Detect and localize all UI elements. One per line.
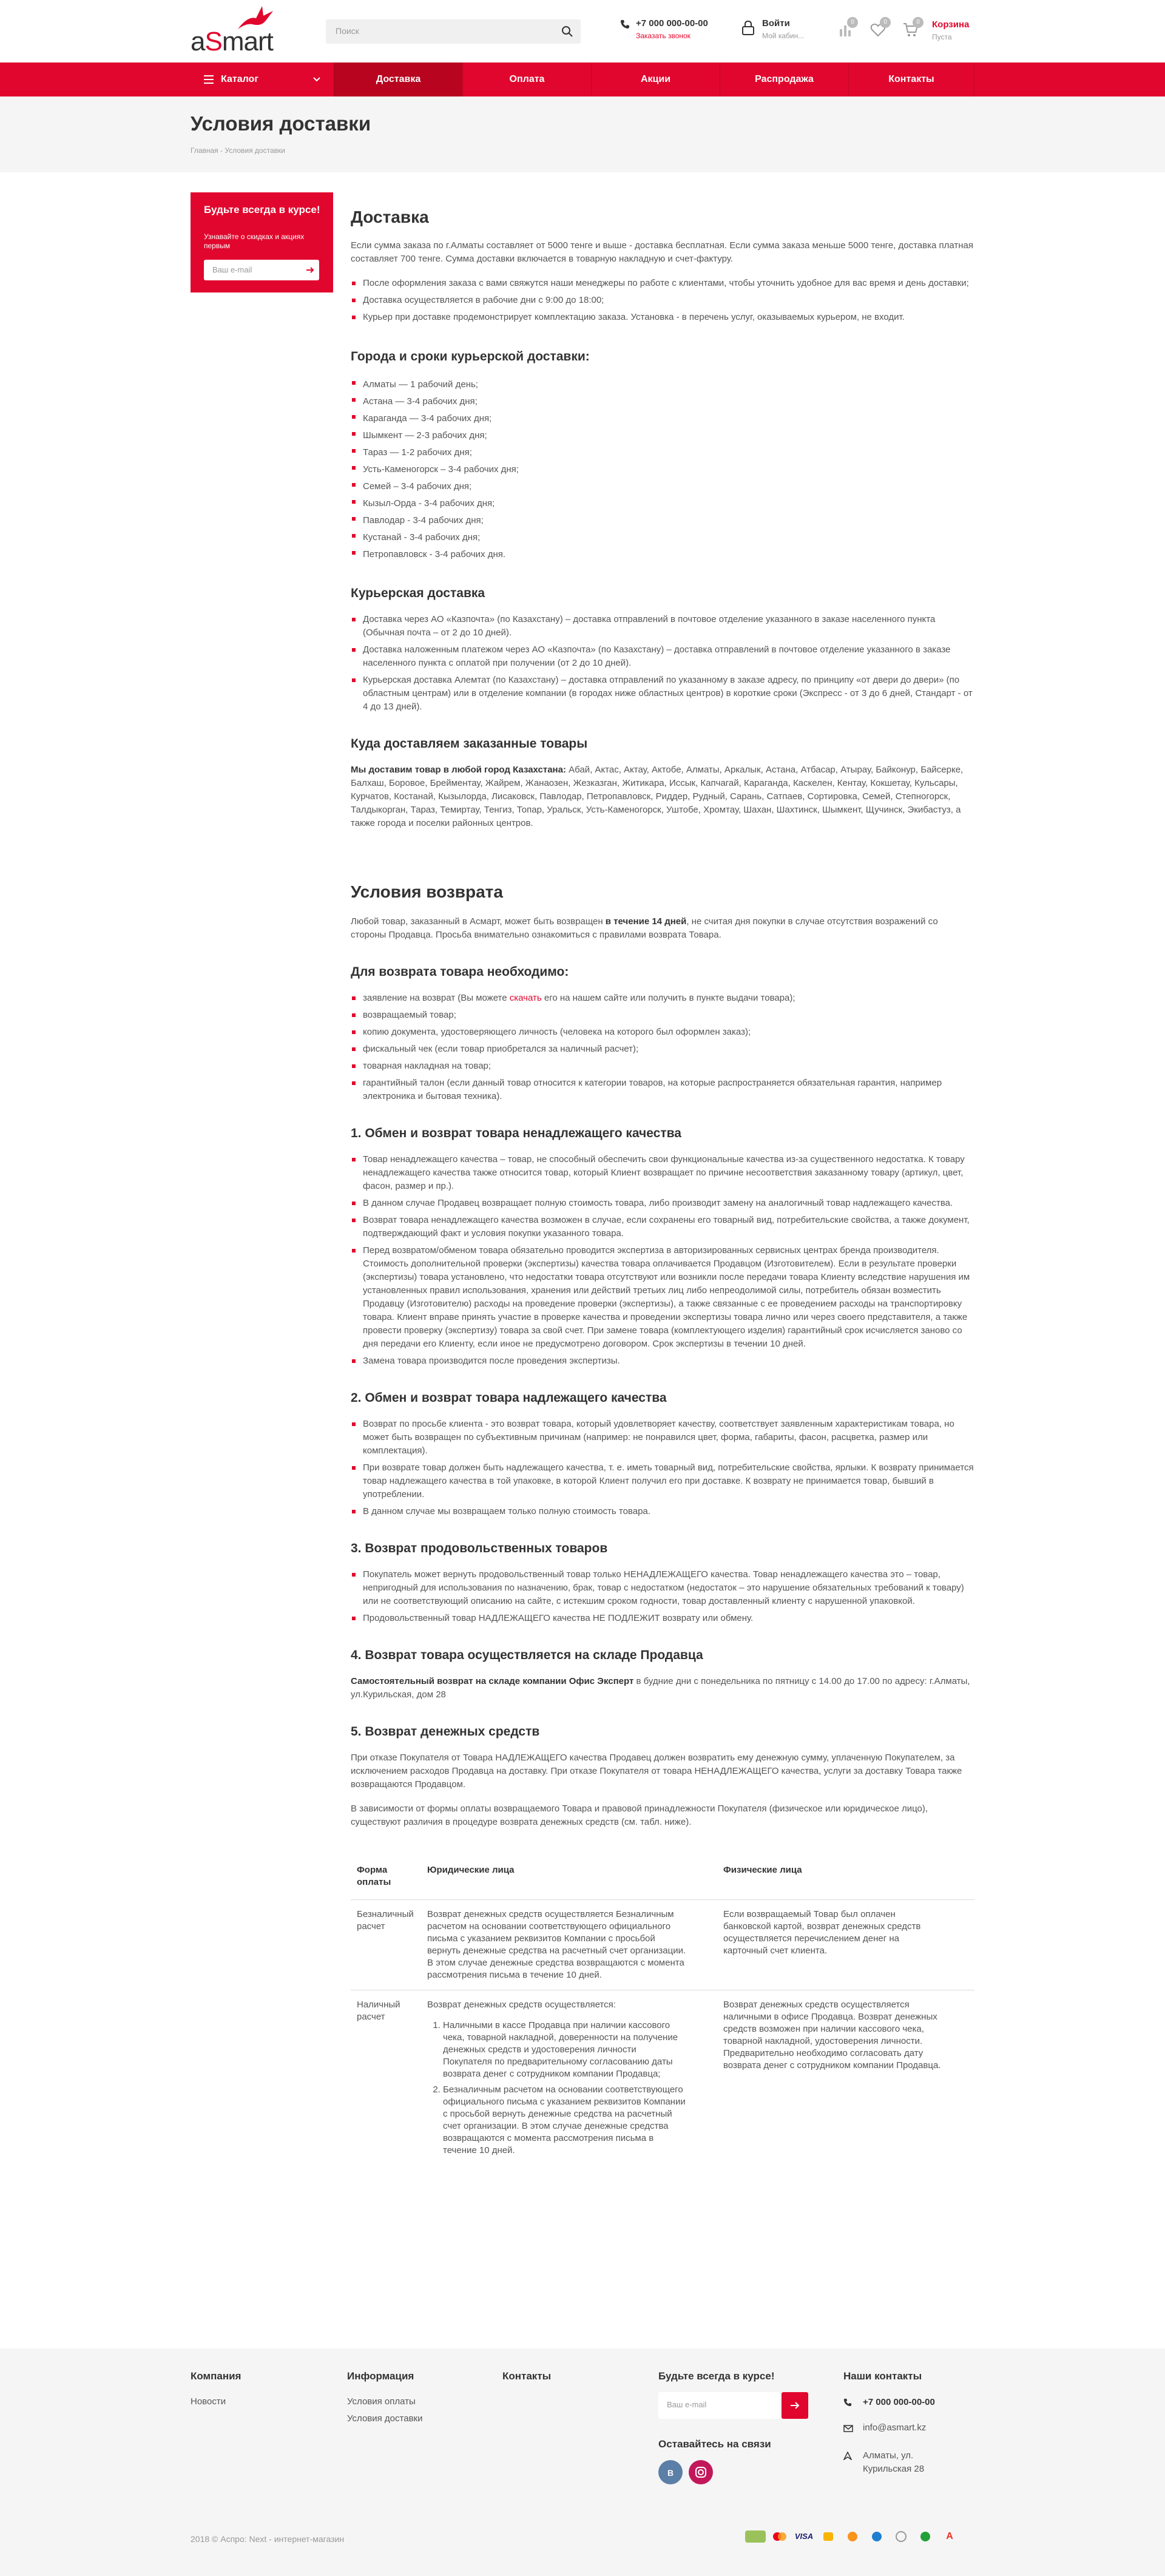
- list-item: товарная накладная на товар;: [351, 1060, 974, 1073]
- footer-email-input[interactable]: Ваш e-mail: [658, 2392, 780, 2419]
- search-placeholder: Поиск: [336, 26, 359, 36]
- compare-count: 0: [847, 17, 858, 28]
- where-text: Мы доставим товар в любой город Казахстана: Абай, Актас, Актау, Актобе, Алматы, Аркалык, Астана, Атбасар, Атырау, Байконур, Байсерке, Балхаш, Боровое, Брейментау, Жайрем, Жанаозен, Жезказган, Житикара, Иссык, Капчагай, Караганда, Каскелен, Кентау, Кокшетау, Кульсары, Курчатов, Костанай, Кызылорда, Лисаковск, Павлодар, Петропавловск, Риддер, Рудный, Сарань, Сатпаев, Сортировка, Семей, Степногорск, Талдыкорган, Тараз, Темиртау, Тенгиз, Топар, Уральск, Усть-Каменогорск, Уштобе, Хромтау, Шахан, Шахтинск, Шымкент, Щучинск, Экибастуз, а также города и поселки районных центров.: [351, 765, 964, 828]
- cart-button[interactable]: [903, 19, 920, 38]
- webmoney-icon: [866, 2530, 887, 2543]
- list-item: В данном случае мы возвращаем только полную стоимость товара.: [351, 1505, 974, 1518]
- list-item: В данном случае Продавец возвращает полную стоимость товара, либо производит замену на аналогичный товар надлежащего качества.: [351, 1197, 974, 1210]
- sberbank-icon: [891, 2530, 911, 2543]
- list-item: Кустанай - 3-4 рабочих дня;: [351, 529, 974, 546]
- subscribe-email-input[interactable]: Ваш e-mail: [204, 260, 319, 280]
- list-item: гарантийный талон (если данный товар относится к категории товаров, на которые распространяется обязательная гарантия, например электроника и бытовая техника).: [351, 1077, 974, 1103]
- search-input[interactable]: [326, 19, 581, 44]
- table-cell: Если возвращаемый Товар был оплачен банковской картой, возврат денежных средств осуществляется перечислением денег на карточный счет клиента.: [717, 1900, 974, 1990]
- table-header: Физические лица: [723, 1865, 802, 1875]
- list-item: Караганда — 3-4 рабочих дня;: [351, 410, 974, 427]
- footer-info: Информация Условия оплаты Условия доставки: [347, 2370, 422, 2427]
- list-item: Кызыл-Орда - 3-4 рабочих дня;: [351, 495, 974, 512]
- section-4-text: Самостоятельный возврат на складе компании Офис Эксперт в будние дни с понедельника по пятницу с 14.00 до 17.00 по адресу: г.Алматы, ул.Курильская, дом 28: [351, 1676, 970, 1700]
- search-icon[interactable]: [561, 25, 573, 38]
- section-5-p1: При отказе Покупателя от Товара НАДЛЕЖАЩЕГО качества Продавец должен возвратить ему денежную сумму, уплаченную Покупателем, за исключением расходов Продавца на доставку. При отказе Покупателя от товара НЕНАДЛЕЖАЩЕГО качества, услуги за доставку Товара также возвращаются Продавцом.: [351, 1753, 962, 1790]
- footer-subscribe: Будьте всегда в курсе!: [658, 2370, 775, 2382]
- green-bank-icon: [915, 2530, 936, 2543]
- breadcrumb: Главная - Условия доставки: [191, 146, 285, 155]
- nav-item-contacts[interactable]: Контакты: [848, 63, 974, 96]
- list-item: Алматы — 1 рабочий день;: [351, 376, 974, 393]
- need-list: [351, 992, 974, 1103]
- footer-link[interactable]: Условия оплаты: [347, 2396, 416, 2407]
- section-5-p2: В зависимости от формы оплаты возвращаемого Товара и правовой принадлежности Покупателя (физическое или юридическое лицо), существуют различия в процедуре возврата денежных средств (см. табл. ниже).: [351, 1804, 928, 1827]
- footer: [0, 2348, 1165, 2576]
- cart-count: 0: [913, 17, 924, 28]
- table-cell: Возврат денежных средств осуществляется Безналичным расчетом на основании соответствующего официального письма с указанием реквизитов Компании с просьбой вернуть денежные средства на расчетный счет организации. В этом случае денежные средства возвращаются с момента рассмотрения письма в течение 10 дней.: [421, 1900, 717, 1990]
- table-cell: Безналичный расчет: [351, 1900, 421, 1990]
- list-item: Возврат товара ненадлежащего качества возможен в случае, если сохранены его товарный вид, потребительские свойства, а также документ, подтверждающий факт и условия покупки указанного товара.: [351, 1214, 974, 1240]
- list-item: Доставка через АО «Казпочта» (по Казахстану) – доставка отправлений в почтовое отделение указанного в заказе населенного пункта (Обычная почта – от 2 до 10 дней).: [351, 613, 974, 640]
- arrow-right-icon[interactable]: [306, 266, 314, 274]
- where-heading: Куда доставляем заказанные товары: [351, 737, 588, 751]
- footer-link-active[interactable]: Условия доставки: [347, 2413, 423, 2424]
- section-5-heading: 5. Возврат денежных средств: [351, 1725, 540, 1739]
- menu-icon: [204, 75, 214, 84]
- instagram-icon[interactable]: [689, 2460, 713, 2484]
- footer-our-contacts: Наши контакты: [843, 2370, 922, 2382]
- list-item: Перед возвратом/обменом товара обязательно проводится экспертиза в авторизированных сервисных центрах бренда производителя. Стоимость дополнительной проверки (экспертизы) качества товара оплачивается Продавцом (Изготовителем). Если в результате проверки (экспертизы) товара установлено, что недостатки товара отсутствуют или возникли после передачи товара Клиенту вследствие нарушения им установленных правил использования, хранения или действий третьих лиц либо непреодолимой силы, потребитель обязан возместить Продавцу (Изготовителю) расходы на проведение проверки (экспертизы), а также связанные с ее проведением расходы на транспортировку товара. Клиент вправе принять участие в проверке качества и проведении экспертизы товара лично или через своего представителя, а также провести проверку (экспертизу) товара за свой счет. При замене товара (комплектующего изделия) гарантийный срок исчисляется заново со дня передачи его Клиенту, если иное не предусмотрено договором. Срок экспертизы в течении 10 дней.: [351, 1244, 974, 1351]
- download-link[interactable]: скачать: [509, 993, 542, 1003]
- copyright: 2018 © Аспро: Next - интернет-магазин: [191, 2534, 345, 2544]
- list-item: Покупатель может вернуть продовольственный товар только НЕНАДЛЕЖАЩЕГО качества. Товар ненадлежащего качества это – товар, непригодный для использования по назначению, брак, товар с недостатком (недостаток – это нарушение обязательных требований к товару) или не соответствующий описанию на сайте, с истекшим сроком годности, товар доставленный клиенту с нарушенной упаковкой.: [351, 1568, 974, 1608]
- mail-icon: [843, 2425, 853, 2432]
- list-item: Доставка осуществляется в рабочие дни с 9:00 до 18:00;: [351, 294, 974, 307]
- callback-link[interactable]: Заказать звонок: [636, 32, 691, 40]
- cash-payment-icon: [745, 2530, 766, 2543]
- phone-number[interactable]: +7 000 000-00-00: [636, 18, 708, 29]
- section-3-list: [351, 1568, 974, 1625]
- list-item: При возврате товар должен быть надлежащего качества, т. е. иметь товарный вид, потребительские свойства, ярлыки. К возврату принимается товар надлежащего качества в той упаковке, в которой Клиент получил его при доставке. К возврату не принимается товар, бывший в употреблении.: [351, 1461, 974, 1501]
- qiwi-icon: [842, 2530, 863, 2543]
- page-header: [0, 96, 1165, 172]
- page-title: Условия доставки: [191, 112, 371, 135]
- main-nav: [0, 63, 1165, 96]
- footer-contacts: Контакты: [502, 2370, 552, 2382]
- section-2-list: [351, 1418, 974, 1518]
- list-item: заявление на возврат (Вы можете скачать его на нашем сайте или получить в пункте выдачи товара);: [351, 992, 974, 1005]
- list-item: 2. Безналичным расчетом на основании соответствующего официального письма с указанием реквизитов Компании с просьбой вернуть денежные средства на расчетный счет организации. В этом случае денежные средства возвращаются с момента рассмотрения письма в течение 10 дней.: [443, 2084, 687, 2157]
- returns-intro: Любой товар, заказанный в Асмарт, может быть возвращен в течение 14 дней, не считая дня покупки в случае отсутствия возражений со стороны Продавца. Просьба внимательно ознакомиться с правилами возврата Товара.: [351, 916, 938, 940]
- list-item: Петропавловск - 3-4 рабочих дня.: [351, 546, 974, 563]
- favorites-button[interactable]: [870, 19, 887, 38]
- subscribe-box: [191, 192, 333, 292]
- phone-icon: [620, 19, 630, 29]
- phone-icon: [843, 2398, 852, 2407]
- subscribe-text: Узнавайте о скидках и акциях первым: [204, 232, 305, 250]
- nav-item-payment[interactable]: Оплата: [462, 63, 591, 96]
- nav-item-sale[interactable]: Распродажа: [720, 63, 848, 96]
- location-icon: [843, 2452, 852, 2460]
- list-item: Товар ненадлежащего качества – товар, не способный обеспечить свои функциональные качества из-за существенного недостатка. К товару ненадлежащего качества также относится товар, который Клиент возвращает по причине несоответствия заказанному товару (артикул, цвет, фасон, размер и пр.).: [351, 1153, 974, 1193]
- section-2-heading: 2. Обмен и возврат товара надлежащего качества: [351, 1391, 667, 1405]
- returns-heading: Условия возврата: [351, 882, 503, 901]
- nav-catalog[interactable]: [191, 63, 334, 96]
- breadcrumb-current: Условия доставки: [225, 146, 285, 155]
- list-item: После оформления заказа с вами свяжутся наши менеджеры по работе с клиентами, чтобы уточнить удобное для вас время и день доставки;: [351, 277, 974, 290]
- subscribe-title: Будьте всегда в курсе!: [204, 204, 320, 215]
- list-item: Усть-Каменогорск – 3-4 рабочих дня;: [351, 461, 974, 478]
- list-item: Семей – 3-4 рабочих дня;: [351, 478, 974, 495]
- list-item: Курьер при доставке продемонстрирует комплектацию заказа. Установка - в перечень услуг, оказываемых курьером, не входит.: [351, 311, 974, 324]
- mastercard-icon: [769, 2530, 790, 2543]
- list-item: 1. Наличными в кассе Продавца при наличии кассового чека, товарной накладной, доверенности на получение денежных средств и удостоверения личности Покупателя по предварительному согласованию даты возврата денег с сотрудником компании Продавца;: [443, 2020, 687, 2080]
- list-item: Астана — 3-4 рабочих дня;: [351, 393, 974, 410]
- nav-item-promotions[interactable]: Акции: [591, 63, 720, 96]
- cities-list: [351, 376, 974, 563]
- list-item: возвращаемый товар;: [351, 1009, 974, 1022]
- table-header: Форма оплаты: [357, 1865, 391, 1887]
- list-item: Замена товара производится после проведения экспертизы.: [351, 1354, 974, 1368]
- table-header-row: [351, 1853, 974, 1900]
- list-item: Шымкент — 2-3 рабочих дня;: [351, 427, 974, 444]
- need-heading: Для возврата товара необходимо:: [351, 965, 569, 979]
- table-cell: Возврат денежных средств осуществляется наличными в офисе Продавца. Возврат денежных средств возможен при наличии кассового чека, товарной накладной, удостоверения личности. Предварительно необходимо согласовать дату возврата денег с сотрудником компании Продавца.: [717, 1990, 974, 2166]
- login-link[interactable]: Войти: [762, 18, 790, 29]
- list-item: копию документа, удостоверяющего личность (человека на которого был оформлен заказ);: [351, 1026, 974, 1039]
- vk-icon[interactable]: [658, 2460, 683, 2484]
- footer-subscribe-button[interactable]: [782, 2392, 808, 2419]
- compare-button[interactable]: [837, 19, 854, 38]
- lock-icon: [741, 21, 755, 35]
- cabinet-link[interactable]: Мой кабин...: [762, 32, 805, 40]
- list-item: Доставка наложенным платежом через АО «Казпочта» (по Казахстану) – доставка отправлений в почтовое отделение указанного в заказе населенного пункта с оплатой при получении (от 2 до 10 дней).: [351, 643, 974, 670]
- cart-status: Пуста: [932, 33, 952, 41]
- table-cell: Наличный расчет: [351, 1990, 421, 2166]
- list-item: Продовольственный товар НАДЛЕЖАЩЕГО качества НЕ ПОДЛЕЖИТ возврату или обмену.: [351, 1612, 974, 1625]
- section-4-heading: 4. Возврат товара осуществляется на складе Продавца: [351, 1648, 703, 1662]
- main-content: [351, 206, 974, 2165]
- chevron-down-icon: [313, 77, 320, 82]
- delivery-intro: Если сумма заказа по г.Алматы составляет от 5000 тенге и выше - доставка бесплатная. Если сумма заказа меньше 5000 тенге, доставка платная составляет 700 тенге. Сумма доставки включается в товарную накладную и счет-фактуру.: [351, 240, 974, 264]
- logo[interactable]: aSmart: [191, 8, 288, 57]
- table-header: Юридические лица: [427, 1865, 515, 1875]
- list-item: Павлодар - 3-4 рабочих дня;: [351, 512, 974, 529]
- table-row: [351, 1900, 974, 1990]
- section-1-list: [351, 1153, 974, 1368]
- courier-heading: Курьерская доставка: [351, 586, 485, 600]
- list-item: Возврат по просьбе клиента - это возврат товара, который удовлетворяет качеству, соответствует заявленным характеристикам товара, но может быть возвращен по субъективным причинам (например: не понравился цвет, форма, габариты, фасон, расцветка, размер или комплектация).: [351, 1418, 974, 1458]
- breadcrumb-home[interactable]: Главная: [191, 146, 218, 155]
- nav-item-delivery[interactable]: Доставка: [334, 63, 462, 96]
- alfa-bank-icon: A: [946, 2531, 953, 2541]
- courier-list: [351, 613, 974, 714]
- cities-heading: Города и сроки курьерской доставки:: [351, 350, 590, 363]
- refund-table: [351, 1853, 974, 2165]
- delivery-heading: Доставка: [351, 208, 429, 226]
- header: [0, 0, 1165, 63]
- footer-phone[interactable]: +7 000 000-00-00: [863, 2397, 935, 2407]
- list-item: фискальный чек (если товар приобретался за наличный расчет);: [351, 1043, 974, 1056]
- table-cell: Возврат денежных средств осуществляется: 1. Наличными в кассе Продавца при наличии кассового чека, товарной накладной, доверенности на получение денежных средств и удостоверения личности Покупателя по предварительному согласованию даты возврата денег с сотрудником компании Продавца; 2. Безналичным расчетом на основании соответствующего официального письма с указанием реквизитов Компании с просьбой вернуть денежные средства на расчетный счет организации. В этом случае денежные средства возвращаются с момента рассмотрения письма в течение 10 дней.: [421, 1990, 717, 2166]
- footer-social: Оставайтесь на связи: [658, 2438, 771, 2450]
- table-row: [351, 1990, 974, 2166]
- visa-icon: VISA: [794, 2532, 814, 2541]
- footer-email[interactable]: info@asmart.kz: [863, 2422, 927, 2433]
- footer-address: Алматы, ул. Курильская 28: [863, 2450, 925, 2474]
- footer-link[interactable]: Новости: [191, 2396, 226, 2407]
- svg-text:В: В: [667, 2468, 674, 2478]
- footer-company: Компания Новости: [191, 2370, 241, 2410]
- list-item: Курьерская доставка Алемтат (по Казахстану) – доставка отправлений по указанному в заказе адресу, по принципу «от двери до двери» (по областным центрам) или в отделение компании (в городах ниже областных центров) в короткие сроки (Экспресс - от 3 до 6 дней, Стандарт - от 4 до 13 дней).: [351, 674, 974, 714]
- section-3-heading: 3. Возврат продовольственных товаров: [351, 1541, 608, 1555]
- list-item: Тараз — 1-2 рабочих дня;: [351, 444, 974, 461]
- delivery-list: [351, 277, 974, 324]
- arrow-right-icon: [790, 2401, 800, 2410]
- nav-catalog-label: Каталог: [221, 74, 258, 84]
- yandex-money-icon: [818, 2530, 839, 2543]
- section-1-heading: 1. Обмен и возврат товара ненадлежащего качества: [351, 1126, 681, 1140]
- favorites-count: 0: [880, 17, 891, 28]
- cart-title[interactable]: Корзина: [932, 19, 970, 30]
